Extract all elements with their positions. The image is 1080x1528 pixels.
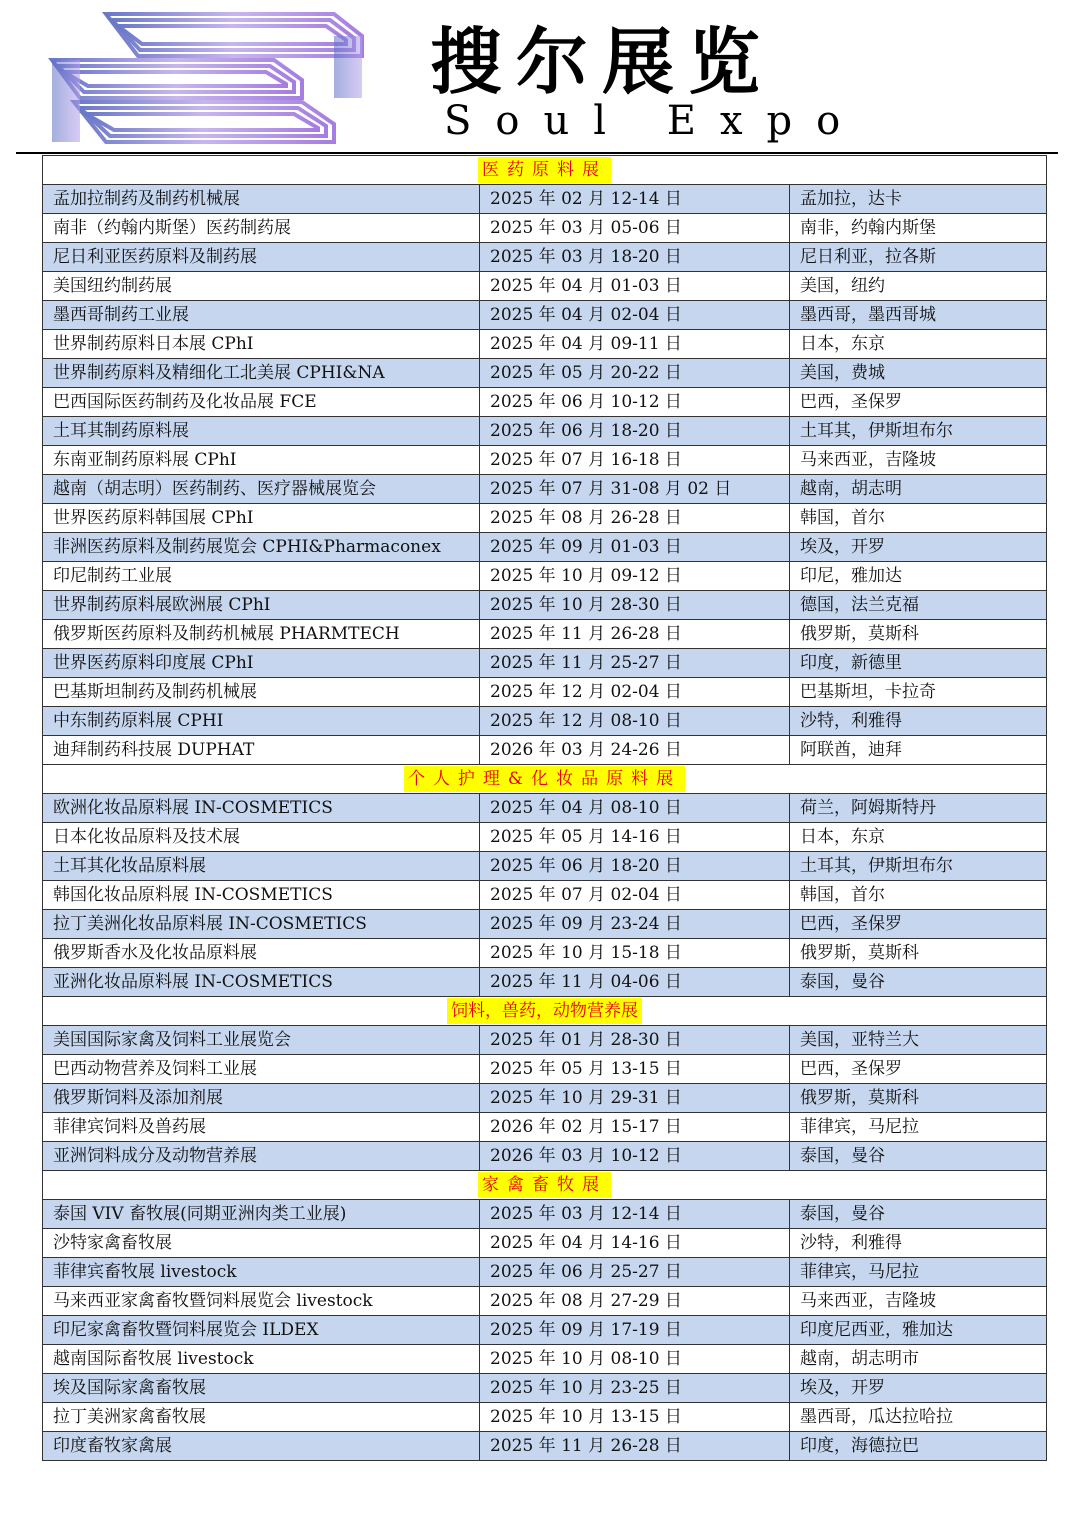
exhibition-row (43, 1316, 1047, 1345)
exhibition-date-cell: 2025 年 06 月 25-27 日 (480, 1258, 790, 1287)
exhibition-location-cell: 马来西亚，吉隆坡 (790, 446, 1047, 475)
exhibition-row (43, 1142, 1047, 1171)
exhibition-row (43, 504, 1047, 533)
exhibition-date-cell: 2025 年 06 月 10-12 日 (480, 388, 790, 417)
exhibition-date-cell: 2025 年 09 月 01-03 日 (480, 533, 790, 562)
exhibition-name-cell: 亚洲化妆品原料展 IN-COSMETICS (43, 968, 480, 997)
exhibition-name-cell: 印度畜牧家禽展 (43, 1432, 480, 1461)
exhibition-location-cell: 越南，胡志明 (790, 475, 1047, 504)
brand-name-chinese: 搜尔展览 (430, 20, 775, 104)
section-header-cell (43, 997, 1047, 1026)
exhibition-name-cell: 美国国际家禽及饲料工业展览会 (43, 1026, 480, 1055)
section-header-cell (43, 1171, 1047, 1200)
exhibition-name-cell: 埃及国际家禽畜牧展 (43, 1374, 480, 1403)
exhibition-name-cell: 南非（约翰内斯堡）医药制药展 (43, 214, 480, 243)
exhibition-date-cell: 2025 年 04 月 09-11 日 (480, 330, 790, 359)
header-divider (16, 152, 1058, 154)
exhibition-location-cell: 印尼，雅加达 (790, 562, 1047, 591)
exhibition-row (43, 794, 1047, 823)
exhibition-location-cell: 阿联酋，迪拜 (790, 736, 1047, 765)
exhibition-date-cell: 2025 年 05 月 14-16 日 (480, 823, 790, 852)
exhibition-date-cell: 2025 年 03 月 18-20 日 (480, 243, 790, 272)
exhibition-row (43, 707, 1047, 736)
exhibition-location-cell: 菲律宾，马尼拉 (790, 1113, 1047, 1142)
exhibition-row (43, 1055, 1047, 1084)
exhibition-row (43, 852, 1047, 881)
exhibition-row (43, 272, 1047, 301)
exhibition-row (43, 968, 1047, 997)
exhibition-date-cell: 2025 年 11 月 26-28 日 (480, 1432, 790, 1461)
exhibition-name-cell: 印尼制药工业展 (43, 562, 480, 591)
exhibition-row (43, 620, 1047, 649)
page-header (0, 0, 1080, 152)
exhibition-name-cell: 土耳其制药原料展 (43, 417, 480, 446)
exhibition-name-cell: 俄罗斯香水及化妆品原料展 (43, 939, 480, 968)
exhibition-row (43, 330, 1047, 359)
exhibition-name-cell: 马来西亚家禽畜牧暨饲料展览会 livestock (43, 1287, 480, 1316)
exhibition-location-cell: 日本，东京 (790, 823, 1047, 852)
exhibition-date-cell: 2025 年 04 月 01-03 日 (480, 272, 790, 301)
exhibition-date-cell: 2025 年 03 月 05-06 日 (480, 214, 790, 243)
exhibition-row (43, 475, 1047, 504)
exhibition-name-cell: 俄罗斯医药原料及制药机械展 PHARMTECH (43, 620, 480, 649)
exhibition-date-cell: 2025 年 04 月 08-10 日 (480, 794, 790, 823)
exhibition-location-cell: 泰国，曼谷 (790, 1142, 1047, 1171)
exhibition-table (42, 155, 1047, 1461)
exhibition-name-cell: 世界医药原料印度展 CPhI (43, 649, 480, 678)
section-header-row (43, 1171, 1047, 1200)
exhibition-date-cell: 2025 年 10 月 23-25 日 (480, 1374, 790, 1403)
exhibition-row (43, 1229, 1047, 1258)
exhibition-name-cell: 尼日利亚医药原料及制药展 (43, 243, 480, 272)
exhibition-location-cell: 美国，费城 (790, 359, 1047, 388)
exhibition-date-cell: 2025 年 10 月 28-30 日 (480, 591, 790, 620)
exhibition-location-cell: 印度，新德里 (790, 649, 1047, 678)
exhibition-location-cell: 荷兰，阿姆斯特丹 (790, 794, 1047, 823)
exhibition-date-cell: 2025 年 11 月 04-06 日 (480, 968, 790, 997)
exhibition-location-cell: 南非，约翰内斯堡 (790, 214, 1047, 243)
exhibition-row (43, 1345, 1047, 1374)
exhibition-location-cell: 美国，纽约 (790, 272, 1047, 301)
exhibition-date-cell: 2025 年 10 月 13-15 日 (480, 1403, 790, 1432)
exhibition-name-cell: 墨西哥制药工业展 (43, 301, 480, 330)
exhibition-location-cell: 土耳其，伊斯坦布尔 (790, 852, 1047, 881)
exhibition-location-cell: 德国，法兰克福 (790, 591, 1047, 620)
exhibition-location-cell: 沙特，利雅得 (790, 707, 1047, 736)
exhibition-name-cell: 拉丁美洲家禽畜牧展 (43, 1403, 480, 1432)
exhibition-name-cell: 越南（胡志明）医药制药、医疗器械展览会 (43, 475, 480, 504)
exhibition-date-cell: 2025 年 12 月 02-04 日 (480, 678, 790, 707)
exhibition-row (43, 214, 1047, 243)
exhibition-location-cell: 泰国，曼谷 (790, 968, 1047, 997)
exhibition-row (43, 1200, 1047, 1229)
section-title: 饲料，兽药，动物营养展 (447, 998, 642, 1024)
exhibition-row (43, 301, 1047, 330)
exhibition-row (43, 678, 1047, 707)
exhibition-date-cell: 2025 年 10 月 09-12 日 (480, 562, 790, 591)
exhibition-date-cell: 2025 年 02 月 12-14 日 (480, 185, 790, 214)
exhibition-location-cell: 俄罗斯，莫斯科 (790, 620, 1047, 649)
section-header-row (43, 997, 1047, 1026)
exhibition-row (43, 1258, 1047, 1287)
exhibition-row (43, 1113, 1047, 1142)
exhibition-date-cell: 2025 年 09 月 23-24 日 (480, 910, 790, 939)
exhibition-row (43, 910, 1047, 939)
exhibition-location-cell: 尼日利亚，拉各斯 (790, 243, 1047, 272)
exhibition-name-cell: 菲律宾饲料及兽药展 (43, 1113, 480, 1142)
exhibition-date-cell: 2025 年 03 月 12-14 日 (480, 1200, 790, 1229)
exhibition-row (43, 185, 1047, 214)
exhibition-name-cell: 越南国际畜牧展 livestock (43, 1345, 480, 1374)
section-header-cell (43, 765, 1047, 794)
exhibition-date-cell: 2025 年 10 月 15-18 日 (480, 939, 790, 968)
exhibition-row (43, 1084, 1047, 1113)
exhibition-name-cell: 日本化妆品原料及技术展 (43, 823, 480, 852)
exhibition-row (43, 243, 1047, 272)
exhibition-date-cell: 2025 年 05 月 13-15 日 (480, 1055, 790, 1084)
exhibition-date-cell: 2025 年 06 月 18-20 日 (480, 417, 790, 446)
exhibition-location-cell: 巴西，圣保罗 (790, 1055, 1047, 1084)
exhibition-location-cell: 日本，东京 (790, 330, 1047, 359)
exhibition-name-cell: 世界制药原料及精细化工北美展 CPHI&NA (43, 359, 480, 388)
exhibition-location-cell: 美国，亚特兰大 (790, 1026, 1047, 1055)
exhibition-date-cell: 2026 年 03 月 10-12 日 (480, 1142, 790, 1171)
exhibition-location-cell: 墨西哥，瓜达拉哈拉 (790, 1403, 1047, 1432)
exhibition-location-cell: 越南，胡志明市 (790, 1345, 1047, 1374)
exhibition-location-cell: 埃及，开罗 (790, 1374, 1047, 1403)
exhibition-name-cell: 迪拜制药科技展 DUPHAT (43, 736, 480, 765)
exhibition-date-cell: 2025 年 12 月 08-10 日 (480, 707, 790, 736)
exhibition-row (43, 446, 1047, 475)
exhibition-name-cell: 美国纽约制药展 (43, 272, 480, 301)
exhibition-location-cell: 巴西，圣保罗 (790, 910, 1047, 939)
exhibition-date-cell: 2025 年 01 月 28-30 日 (480, 1026, 790, 1055)
exhibition-name-cell: 沙特家禽畜牧展 (43, 1229, 480, 1258)
exhibition-date-cell: 2025 年 06 月 18-20 日 (480, 852, 790, 881)
exhibition-row (43, 417, 1047, 446)
exhibition-location-cell: 马来西亚，吉隆坡 (790, 1287, 1047, 1316)
exhibition-name-cell: 土耳其化妆品原料展 (43, 852, 480, 881)
exhibition-location-cell: 印度，海德拉巴 (790, 1432, 1047, 1461)
exhibition-date-cell: 2025 年 08 月 26-28 日 (480, 504, 790, 533)
section-title: 个人护理&化妆品原料展 (404, 766, 685, 792)
exhibition-name-cell: 巴基斯坦制药及制药机械展 (43, 678, 480, 707)
exhibition-date-cell: 2026 年 02 月 15-17 日 (480, 1113, 790, 1142)
exhibition-row (43, 388, 1047, 417)
section-title: 家禽畜牧展 (478, 1172, 611, 1198)
exhibition-name-cell: 中东制药原料展 CPHI (43, 707, 480, 736)
exhibition-row (43, 359, 1047, 388)
exhibition-name-cell: 世界制药原料展欧洲展 CPhI (43, 591, 480, 620)
exhibition-row (43, 1403, 1047, 1432)
exhibition-date-cell: 2025 年 04 月 14-16 日 (480, 1229, 790, 1258)
exhibition-row (43, 1374, 1047, 1403)
exhibition-row (43, 562, 1047, 591)
section-header-cell (43, 156, 1047, 185)
exhibition-row (43, 533, 1047, 562)
exhibition-date-cell: 2025 年 10 月 29-31 日 (480, 1084, 790, 1113)
exhibition-location-cell: 泰国，曼谷 (790, 1200, 1047, 1229)
exhibition-name-cell: 拉丁美洲化妆品原料展 IN-COSMETICS (43, 910, 480, 939)
exhibition-date-cell: 2026 年 03 月 24-26 日 (480, 736, 790, 765)
exhibition-row (43, 591, 1047, 620)
exhibition-name-cell: 巴西动物营养及饲料工业展 (43, 1055, 480, 1084)
exhibition-location-cell: 孟加拉，达卡 (790, 185, 1047, 214)
exhibition-name-cell: 欧洲化妆品原料展 IN-COSMETICS (43, 794, 480, 823)
exhibition-row (43, 649, 1047, 678)
exhibition-row (43, 1287, 1047, 1316)
brand-name-english: Soul Expo (444, 98, 865, 144)
exhibition-name-cell: 泰国 VIV 畜牧展(同期亚洲肉类工业展) (43, 1200, 480, 1229)
exhibition-name-cell: 孟加拉制药及制药机械展 (43, 185, 480, 214)
exhibition-row (43, 881, 1047, 910)
exhibition-name-cell: 菲律宾畜牧展 livestock (43, 1258, 480, 1287)
exhibition-location-cell: 菲律宾，马尼拉 (790, 1258, 1047, 1287)
exhibition-date-cell: 2025 年 10 月 08-10 日 (480, 1345, 790, 1374)
exhibition-date-cell: 2025 年 05 月 20-22 日 (480, 359, 790, 388)
exhibition-name-cell: 亚洲饲料成分及动物营养展 (43, 1142, 480, 1171)
exhibition-location-cell: 巴西，圣保罗 (790, 388, 1047, 417)
exhibition-name-cell: 非洲医药原料及制药展览会 CPHI&Pharmaconex (43, 533, 480, 562)
soul-expo-logo-icon (44, 8, 370, 148)
exhibition-row (43, 1432, 1047, 1461)
exhibition-location-cell: 韩国，首尔 (790, 504, 1047, 533)
exhibition-date-cell: 2025 年 07 月 31-08 月 02 日 (480, 475, 790, 504)
exhibition-location-cell: 韩国，首尔 (790, 881, 1047, 910)
exhibition-date-cell: 2025 年 11 月 25-27 日 (480, 649, 790, 678)
exhibition-date-cell: 2025 年 07 月 16-18 日 (480, 446, 790, 475)
exhibition-location-cell: 埃及，开罗 (790, 533, 1047, 562)
exhibition-name-cell: 世界医药原料韩国展 CPhI (43, 504, 480, 533)
exhibition-location-cell: 巴基斯坦，卡拉奇 (790, 678, 1047, 707)
exhibition-location-cell: 土耳其，伊斯坦布尔 (790, 417, 1047, 446)
exhibition-date-cell: 2025 年 11 月 26-28 日 (480, 620, 790, 649)
exhibition-table-body (43, 156, 1047, 1461)
section-title: 医药原料展 (478, 157, 611, 183)
exhibition-location-cell: 俄罗斯，莫斯科 (790, 939, 1047, 968)
exhibition-location-cell: 墨西哥，墨西哥城 (790, 301, 1047, 330)
exhibition-location-cell: 印度尼西亚，雅加达 (790, 1316, 1047, 1345)
exhibition-date-cell: 2025 年 09 月 17-19 日 (480, 1316, 790, 1345)
exhibition-row (43, 823, 1047, 852)
exhibition-name-cell: 世界制药原料日本展 CPhI (43, 330, 480, 359)
exhibition-name-cell: 印尼家禽畜牧暨饲料展览会 ILDEX (43, 1316, 480, 1345)
exhibition-name-cell: 东南亚制药原料展 CPhI (43, 446, 480, 475)
exhibition-date-cell: 2025 年 04 月 02-04 日 (480, 301, 790, 330)
exhibition-name-cell: 巴西国际医药制药及化妆品展 FCE (43, 388, 480, 417)
exhibition-row (43, 939, 1047, 968)
exhibition-date-cell: 2025 年 07 月 02-04 日 (480, 881, 790, 910)
exhibition-row (43, 1026, 1047, 1055)
exhibition-date-cell: 2025 年 08 月 27-29 日 (480, 1287, 790, 1316)
exhibition-name-cell: 韩国化妆品原料展 IN-COSMETICS (43, 881, 480, 910)
exhibition-location-cell: 沙特，利雅得 (790, 1229, 1047, 1258)
exhibition-row (43, 736, 1047, 765)
section-header-row (43, 765, 1047, 794)
exhibition-location-cell: 俄罗斯，莫斯科 (790, 1084, 1047, 1113)
exhibition-name-cell: 俄罗斯饲料及添加剂展 (43, 1084, 480, 1113)
section-header-row (43, 156, 1047, 185)
